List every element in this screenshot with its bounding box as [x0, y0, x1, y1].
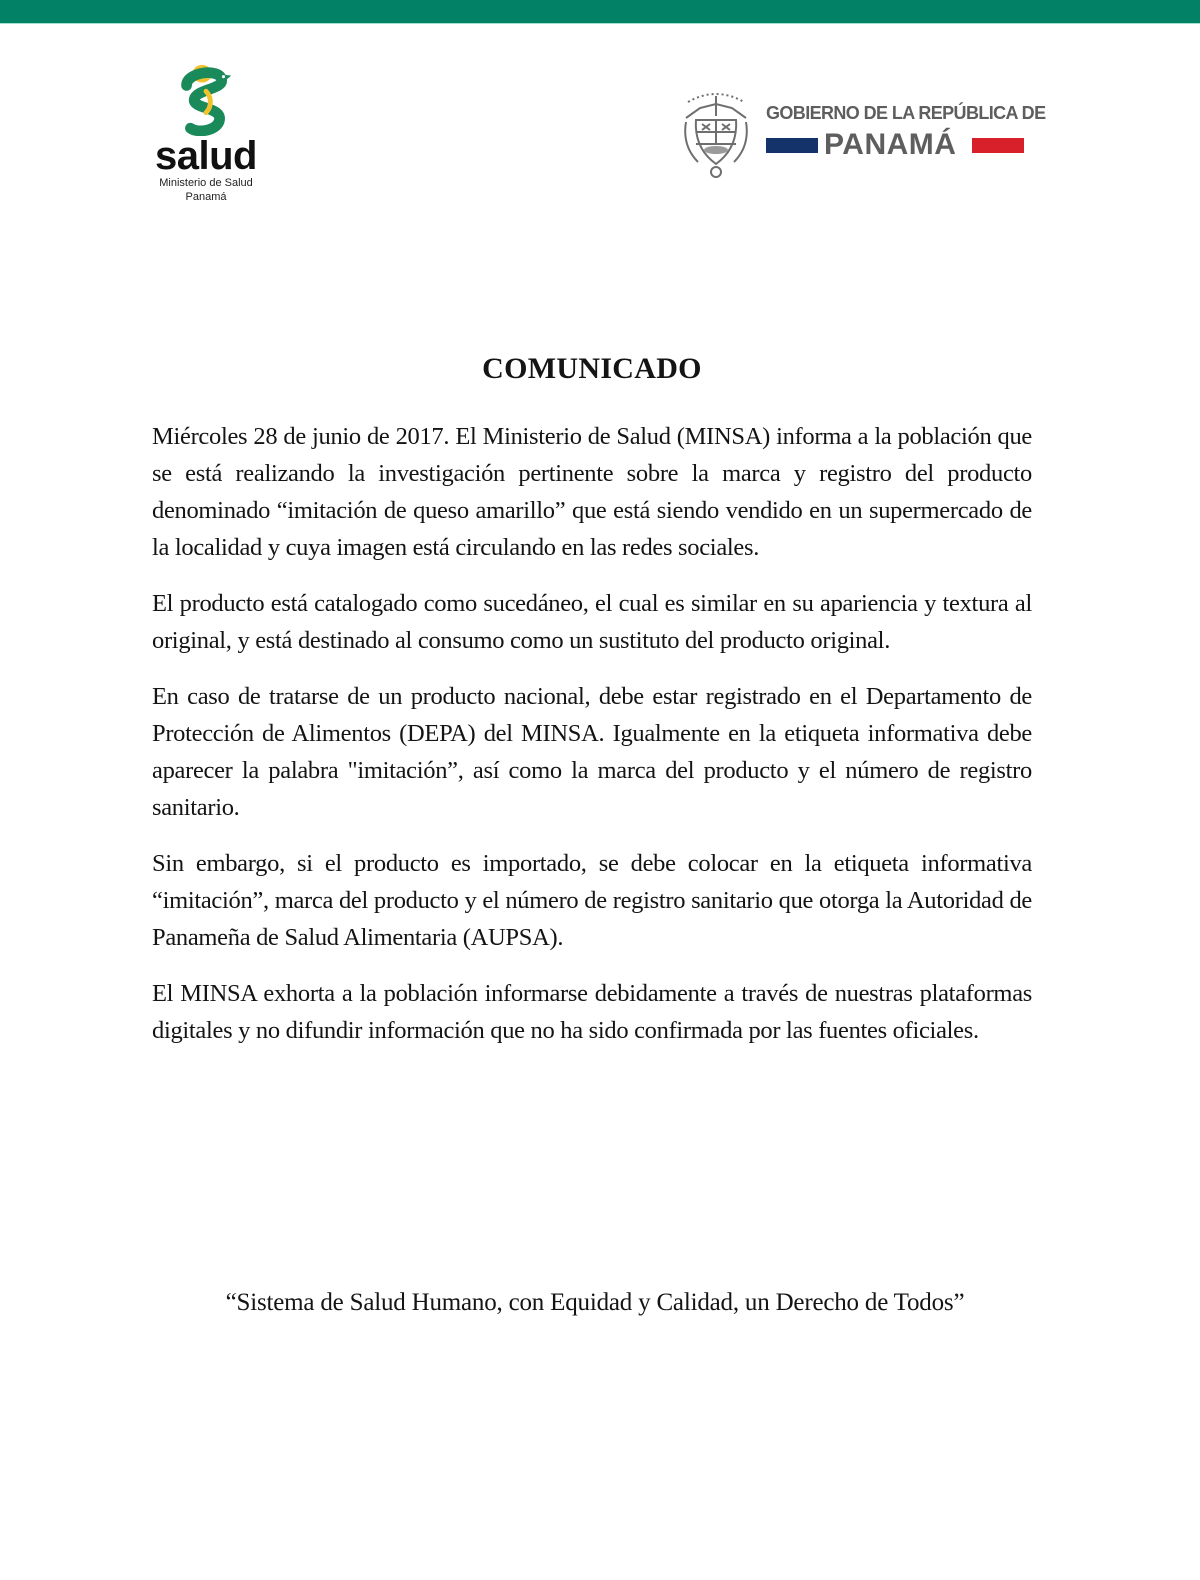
- flag-blue-bar: [766, 138, 818, 153]
- document-title: COMUNICADO: [482, 352, 702, 385]
- flag-red-bar: [972, 138, 1024, 153]
- motto: “Sistema de Salud Humano, con Equidad y Calidad, un Derecho de Todos”: [225, 1289, 965, 1316]
- paragraph-imported-product: Sin embargo, si el producto es importado, se debe colocar en la etiqueta informativa “imitación”, marca del producto y el número de registro sanitario que otorga la Autoridad de Panameña de Salud Alimentaria (AUPSA).: [152, 850, 1032, 951]
- minsa-logo: [148, 64, 264, 210]
- paragraph-exhortation: El MINSA exhorta a la población informarse debidamente a través de nuestras plataformas digitales y no difundir información que no ha sido confirmada por las fuentes oficiales.: [152, 980, 1032, 1044]
- paragraph-product-description: El producto está catalogado como sucedáneo, el cual es similar en su apariencia y textura al original, y está destinado al consumo como un sustituto del producto original.: [152, 590, 1032, 654]
- coat-of-arms-icon: [678, 86, 758, 182]
- gov-country: PANAMÁ: [824, 128, 957, 161]
- government-logo: [678, 86, 1046, 182]
- minsa-wordmark: salud: [155, 134, 257, 178]
- top-accent-bar: [0, 0, 1200, 24]
- document-body: [152, 418, 1032, 1068]
- gov-heading: GOBIERNO DE LA REPÚBLICA DE: [766, 103, 1046, 123]
- serpent-staff-icon: [176, 64, 236, 136]
- minsa-country: Panamá: [185, 191, 227, 203]
- minsa-subtitle: Ministerio de Salud: [159, 177, 253, 189]
- paragraph-national-product: En caso de tratarse de un producto nacional, debe estar registrado en el Departamento de Protección de Alimentos (DEPA) del MINSA. Igualmente en la etiqueta informativa debe aparecer la palabra "imitación”, así como la marca del producto y el número de registro sanitario.: [152, 683, 1032, 821]
- paragraph-announcement: Miércoles 28 de junio de 2017. El Ministerio de Salud (MINSA) informa a la población que se está realizando la investigación pertinente sobre la marca y registro del producto denominado “imitación de queso amarillo” que está siendo vendido en un supermercado de la localidad y cuya imagen está circulando en las redes sociales.: [152, 423, 1032, 561]
